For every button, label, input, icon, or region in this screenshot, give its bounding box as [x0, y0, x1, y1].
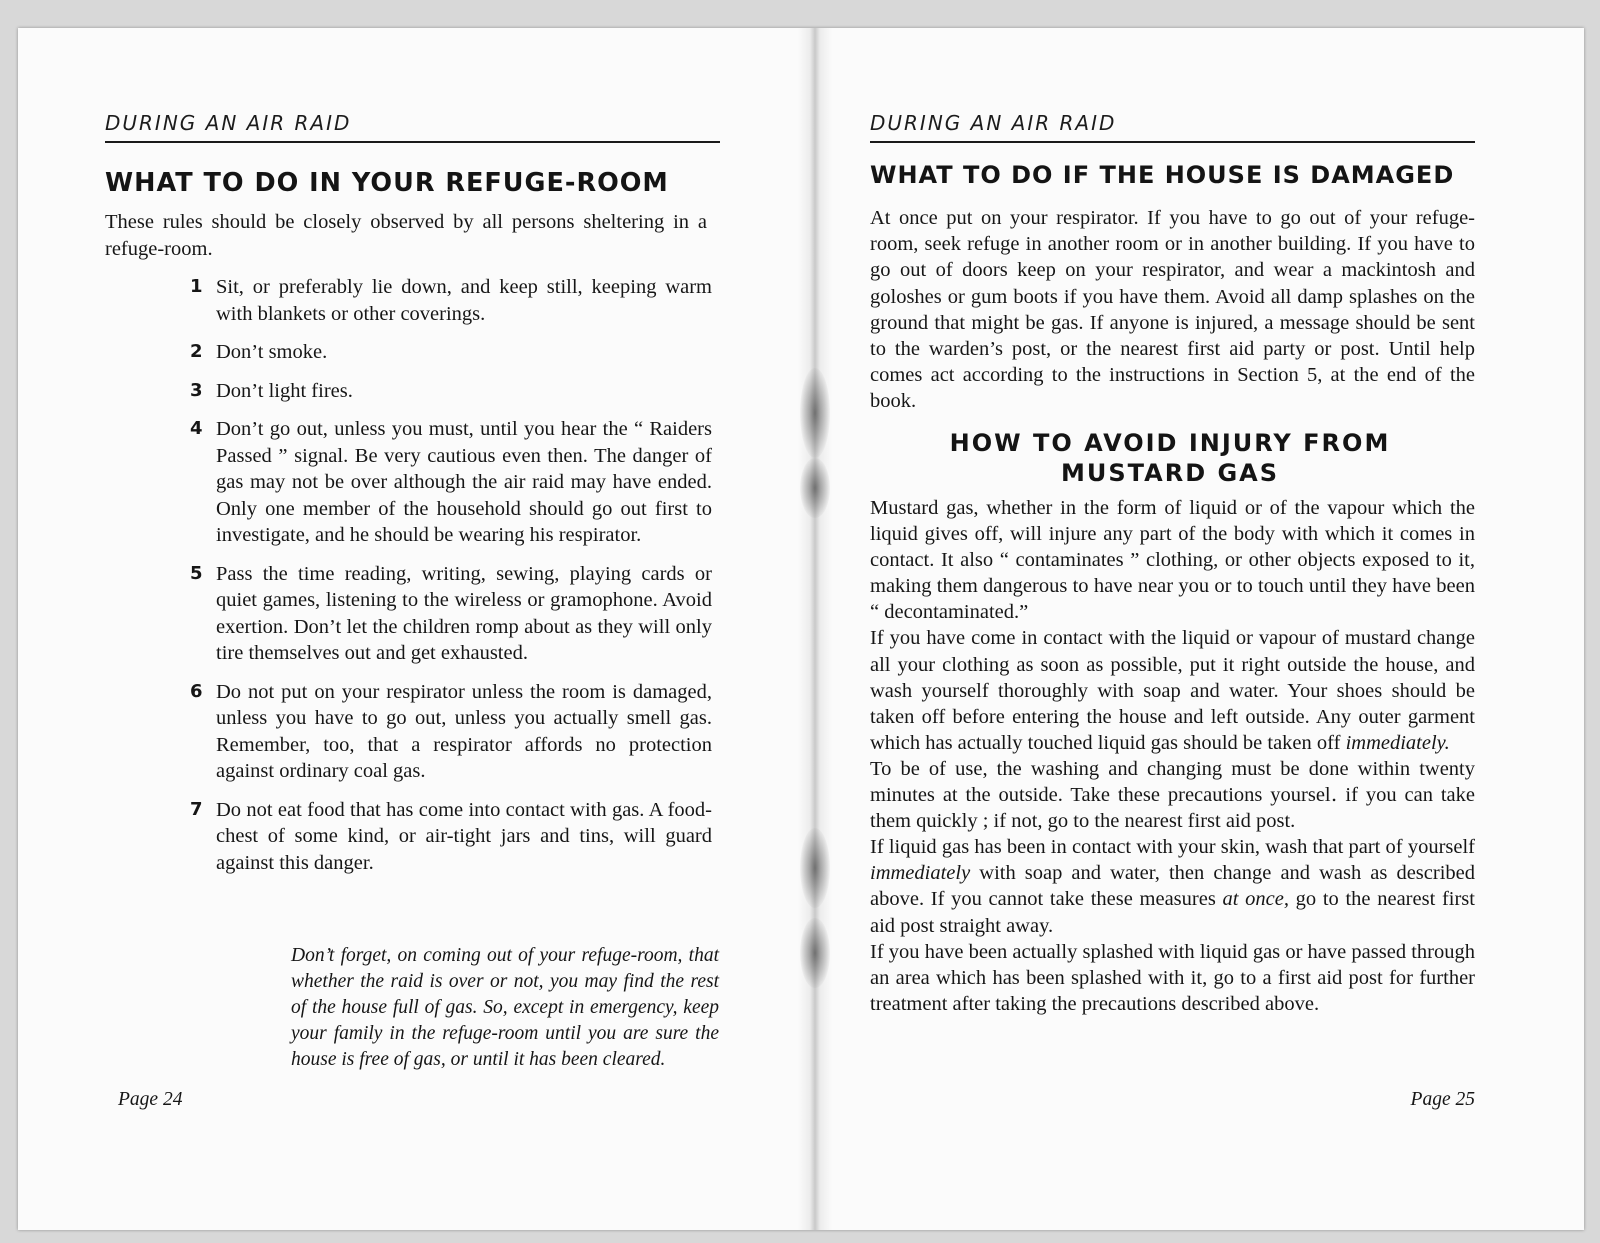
rule-number: 1	[190, 276, 203, 297]
rule-text: Don’t smoke.	[216, 341, 328, 363]
booklet-spread	[18, 28, 1584, 1230]
right-page	[870, 28, 1475, 1230]
italic-run: immediately.	[1345, 731, 1450, 754]
running-head: DURING AN AIR RAID	[105, 111, 720, 143]
rule-text: Don’t go out, unless you must, until you hear the “ Raiders Passed ” signal. Be very cautious even then. The danger of gas may not be over although the air raid may have ended. Only one member of the household should go out first to investigate, and he should be wearing his respirator.	[216, 418, 712, 546]
rule-item	[190, 339, 712, 366]
rule-number: 7	[190, 798, 203, 820]
rule-number: 3	[190, 379, 203, 401]
body-paragraph	[870, 834, 1475, 938]
body-paragraph: If you have been actually splashed with liquid gas or have passed through an area which has been splashed with it, go to a first aid post for further treatment after taking the precautions described above.	[870, 940, 1475, 1015]
rule-item	[190, 274, 712, 327]
rule-item	[190, 797, 712, 877]
section-heading: WHAT TO DO IF THE HOUSE IS DAMAGED	[870, 161, 1455, 189]
rule-text: Pass the time reading, writing, sewing, playing cards or quiet games, listening to the wireless or gramophone. Avoid exertion. Don’t let the children romp about as they will only tire themselves out and get exhausted.	[216, 562, 712, 664]
italic-run: immediately	[870, 862, 971, 885]
rule-item	[190, 378, 712, 405]
rules-list	[190, 274, 712, 888]
left-page	[105, 28, 720, 1230]
binding-stain	[800, 458, 830, 518]
binding-stain	[800, 368, 830, 458]
intro-paragraph: These rules should be closely observed by all persons sheltering in a refuge-room.	[105, 211, 707, 260]
italic-run: at once,	[1222, 888, 1289, 911]
rule-text: Sit, or preferably lie down, and keep still, keeping warm with blankets or other coverings.	[216, 276, 712, 325]
binding-stain	[800, 918, 830, 988]
rule-number: 4	[190, 418, 203, 439]
rule-number: 5	[190, 562, 203, 584]
section-heading: HOW TO AVOID INJURY FROM MUSTARD GAS	[949, 429, 1391, 487]
rule-item	[190, 561, 712, 667]
text-run: go to the nearest first aid post straight away.	[870, 888, 1475, 937]
italic-note: Don’t forget, on coming out of your refuge-room, that whether the raid is over or not, you may find the rest of the house full of gas. So, except in emergency, keep your family in the refuge-room until you are sure the house is free of gas, or until it has been cleared.	[291, 945, 719, 1070]
mustard-gas-text	[870, 495, 1475, 1017]
page-number: Page 25	[1410, 1089, 1475, 1110]
text-run: with soap and water, then change and wash as described above. If you cannot take these measures	[870, 862, 1475, 911]
rule-text: Don’t light fires.	[216, 379, 353, 402]
body-paragraph: To be of use, the washing and changing must be done within twenty minutes at the outside. Take these precautions yoursel․ if you can take them quickly ; if not, go to the nearest first aid post.	[870, 757, 1475, 833]
damaged-house-paragraph: At once put on your respirator. If you have to go out of your refuge-room, seek refuge in another room or in another building. If you have to go out of doors keep on your respirator, and wear a mackintosh and goloshes or gum boots if you have them. Avoid all damp splashes on the ground that might be gas. If anyone is injured, a message should be sent to the warden’s post, or the nearest first aid party or post. Until help comes act according to the instructions in Section 5, at the end of the book.	[870, 207, 1475, 413]
rule-text: Do not put on your respirator unless the room is damaged, unless you have to go out, unless you actually smell gas. Remember, too, that a respirator affords no protection against ordinary coal gas.	[216, 680, 712, 782]
text-run: If liquid gas has been in contact with your skin, wash that part of yourself	[870, 836, 1475, 859]
binding-gutter	[798, 28, 832, 1230]
rule-item	[190, 416, 712, 549]
rule-number: 2	[190, 341, 203, 362]
body-paragraph: Mustard gas, whether in the form of liquid or of the vapour which the liquid gives off, will injure any part of the body with which it comes in contact. It also “ contaminates ” clothing, or other objects exposed to it, making them dangerous to have near you or to touch until they have been “ decontaminated.”	[870, 497, 1475, 624]
rule-text: Do not eat food that has come into contact with gas. A food-chest of some kind, or air-tight jars and tins, will guard against this danger.	[216, 798, 712, 874]
text-run: If you have come in contact with the liquid or vapour of mustard change all your clothing as soon as possible, put it right outside the house, and wash yourself thoroughly with soap and water. Your shoes should be taken off before entering the house and left outside. Any outer garment which has actually touched liquid gas should be taken off	[870, 627, 1475, 754]
rule-item	[190, 679, 712, 785]
rule-number: 6	[190, 680, 203, 702]
binding-stain	[800, 828, 830, 908]
section-heading: WHAT TO DO IN YOUR REFUGE-ROOM	[105, 168, 669, 198]
running-head: DURING AN AIR RAID	[870, 111, 1475, 143]
page-number: Page 24	[118, 1089, 183, 1110]
body-paragraph	[870, 625, 1475, 755]
